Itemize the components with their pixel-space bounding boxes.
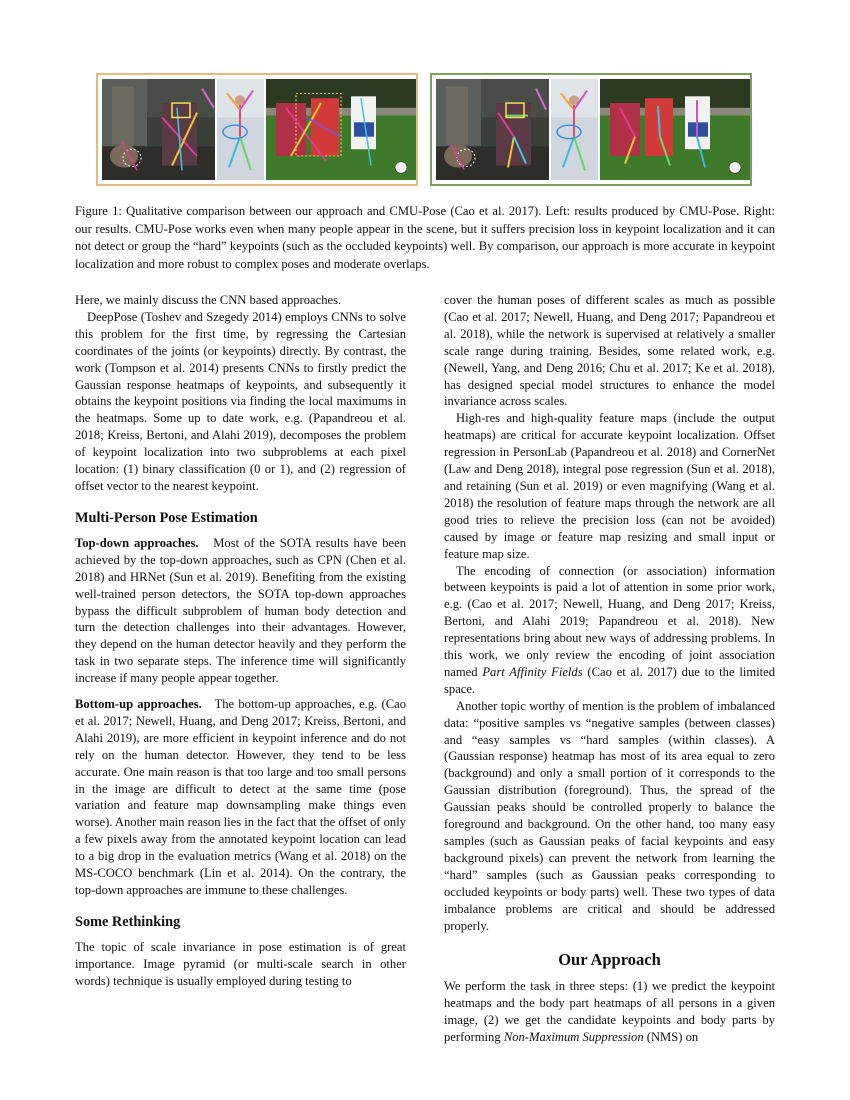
approach-text-b: (NMS) on xyxy=(643,1030,699,1045)
encoding-emphasis: Part Affinity Fields xyxy=(482,664,583,679)
photo-crowd-pose xyxy=(436,79,549,180)
encoding-text-a: The encoding of connection (or association) information between keypoints is paid a lot of attention in some prior work, e.g. (Cao et al. 2017; Newell, Huang, and Deng 2017; Kreiss, Bertoni, and Alahi 2019; Papandreou et al. 2018). New representations bring about new ways of addressing problems. In this work, we only review the encoding of joint association named xyxy=(444,563,775,679)
section-heading-rethinking: Some Rethinking xyxy=(75,913,181,930)
right-column xyxy=(444,292,775,1046)
our-results-panel xyxy=(430,73,752,186)
approach-emphasis: Non-Maximum Suppression xyxy=(503,1030,644,1045)
photo-crowd-pose xyxy=(102,79,215,180)
section-heading-our-approach: Our Approach xyxy=(558,950,661,970)
photo-soccer-pose xyxy=(266,79,416,180)
photo-dancer-pose xyxy=(551,79,598,180)
approach-text-a: We perform the task in three steps: (1) we predict the keypoint heatmaps and the body part heatmaps of all persons in a given image, (2) we get the candidate keypoints and body parts by performing xyxy=(444,979,775,1045)
scale-paragraph: cover the human poses of different scales as much as possible (Cao et al. 2017; Newell, Huang, and Deng 2017; Papandreou et al. 2018), while the network is supervised at relatively a smaller scale range during training. Besides, some related work, e.g. (Newell, Yang, and Deng 2016; Chu et al. 2017; Ke et al. 2018), has designed special model structures to enhance the model invariance across scales. xyxy=(444,293,775,409)
imbalance-paragraph: Another topic worthy of mention is the problem of imbalanced data: “positive samples vs “negative samples (between classes) and “easy samples vs “hard samples (within classes). A (Gaussian response) heatmap has most of its area equal to zero (background) and only a small portion of it corresponds to the Gaussian distribution (foreground). Thus, the spread of the Gaussian peaks should be controlled properly to balance the foreground and background. On the other hand, too many easy samples (such as Gaussian peaks of facial keypoints and easy background pixels) can prevent the network from learning the “hard” samples (such as Gaussian peaks corresponding to occluded keypoints or body parts) well. These two types of data imbalance problems are critical and should be addressed properly. xyxy=(444,698,775,933)
top-down-paragraph xyxy=(75,535,406,687)
cmu-pose-results-panel xyxy=(96,73,418,186)
top-down-label: Top-down approaches. xyxy=(75,535,199,550)
bottom-up-paragraph xyxy=(75,696,406,899)
intro-paragraph: Here, we mainly discuss the CNN based approaches. xyxy=(75,293,342,307)
encoding-paragraph xyxy=(444,563,775,698)
encoding-text-b: (Cao et al. 2017) due to the limited space. xyxy=(444,664,776,696)
photo-soccer-pose xyxy=(600,79,750,180)
photo-dancer-pose xyxy=(217,79,264,180)
deeppose-paragraph: DeepPose (Toshev and Szegedy 2014) employs CNNs to solve this problem for the first time, by regressing the Cartesian coordinates of the joints (or keypoints) directly. By contrast, the work (Tompson et al. 2014) presents CNNs to firstly predict the Gaussian response heatmaps of keypoints, and subsequently it obtains the keypoint positions via finding the local maximums in the heatmaps. Some up to date work, e.g. (Papandreou et al. 2018; Kreiss, Bertoni, and Alahi 2019), decomposes the problem of keypoint localization into two subproblems at each pixel location: (1) binary classification (0 or 1), and (2) regression of offset vector to the nearest keypoint. xyxy=(75,309,406,493)
approach-paragraph xyxy=(444,978,775,1046)
bottom-up-text: The bottom-up approaches, e.g. (Cao et al. 2017; Newell, Huang, and Deng 2017; Kreiss, Bertoni, and Alahi 2019), are more efficient in keypoint inference and do not rely on the human detector. However, they tend to be less accurate. One main reason is that too large and too small persons in the image are difficult to detect at the same time (pose variation and feature map downsampling make things even worse). Another main reason lies in the fact that the offset of only a few pixels away from the annotated keypoint location can lead to a big drop in the evaluation metrics (Wang et al. 2018) on the MS-COCO benchmark (Lin et al. 2014). On the contrary, the top-down approaches are immune to these challenges. xyxy=(75,697,406,897)
figure-1 xyxy=(96,73,754,186)
bottom-up-label: Bottom-up approaches. xyxy=(75,697,202,712)
top-down-text: Most of the SOTA results have been achieved by the top-down approaches, such as CPN (Chen et al. 2018) and HRNet (Sun et al. 2019). Benefiting from the existing well-trained person detectors, the SOTA top-down approaches bypass the difficult subproblem of human body detection and turn the detection challenges into their advantages. However, they depend on the human detector heavily and they perform the task in two separate steps. The inference time will significantly increase if many people appear together. xyxy=(75,535,406,686)
figure-caption: Figure 1: Qualitative comparison between our approach and CMU-Pose (Cao et al. 2017). Left: results produced by CMU-Pose. Right: our results. CMU-Pose works even when many people appear in the scene, but it suffers precision loss in keypoint localization and it can not detect or group the “hard” keypoints (such as the occluded keypoints) well. By comparison, our approach is more accurate in keypoint localization and more robust to complex poses and moderate overlaps. xyxy=(75,204,775,271)
section-heading-multi-person: Multi-Person Pose Estimation xyxy=(75,509,258,526)
feature-maps-paragraph: High-res and high-quality feature maps (include the output heatmaps) are critical for accurate keypoint localization. Offset regression in PersonLab (Papandreou et al. 2018) and CornerNet (Law and Deng 2018), integral pose regression (Sun et al. 2018), and retaining (Sun et al. 2019) or even magnifying (Wang et al. 2018) the resolution of feature maps through the network are all good tries to relieve the precision loss (can not be avoided) caused by image or feature map resizing and small input or feature map size. xyxy=(444,411,775,561)
rethinking-paragraph: The topic of scale invariance in pose estimation is of great importance. Image pyramid (or multi-scale search in other words) technique is usually employed during testing to xyxy=(75,939,406,988)
left-column xyxy=(75,292,406,990)
